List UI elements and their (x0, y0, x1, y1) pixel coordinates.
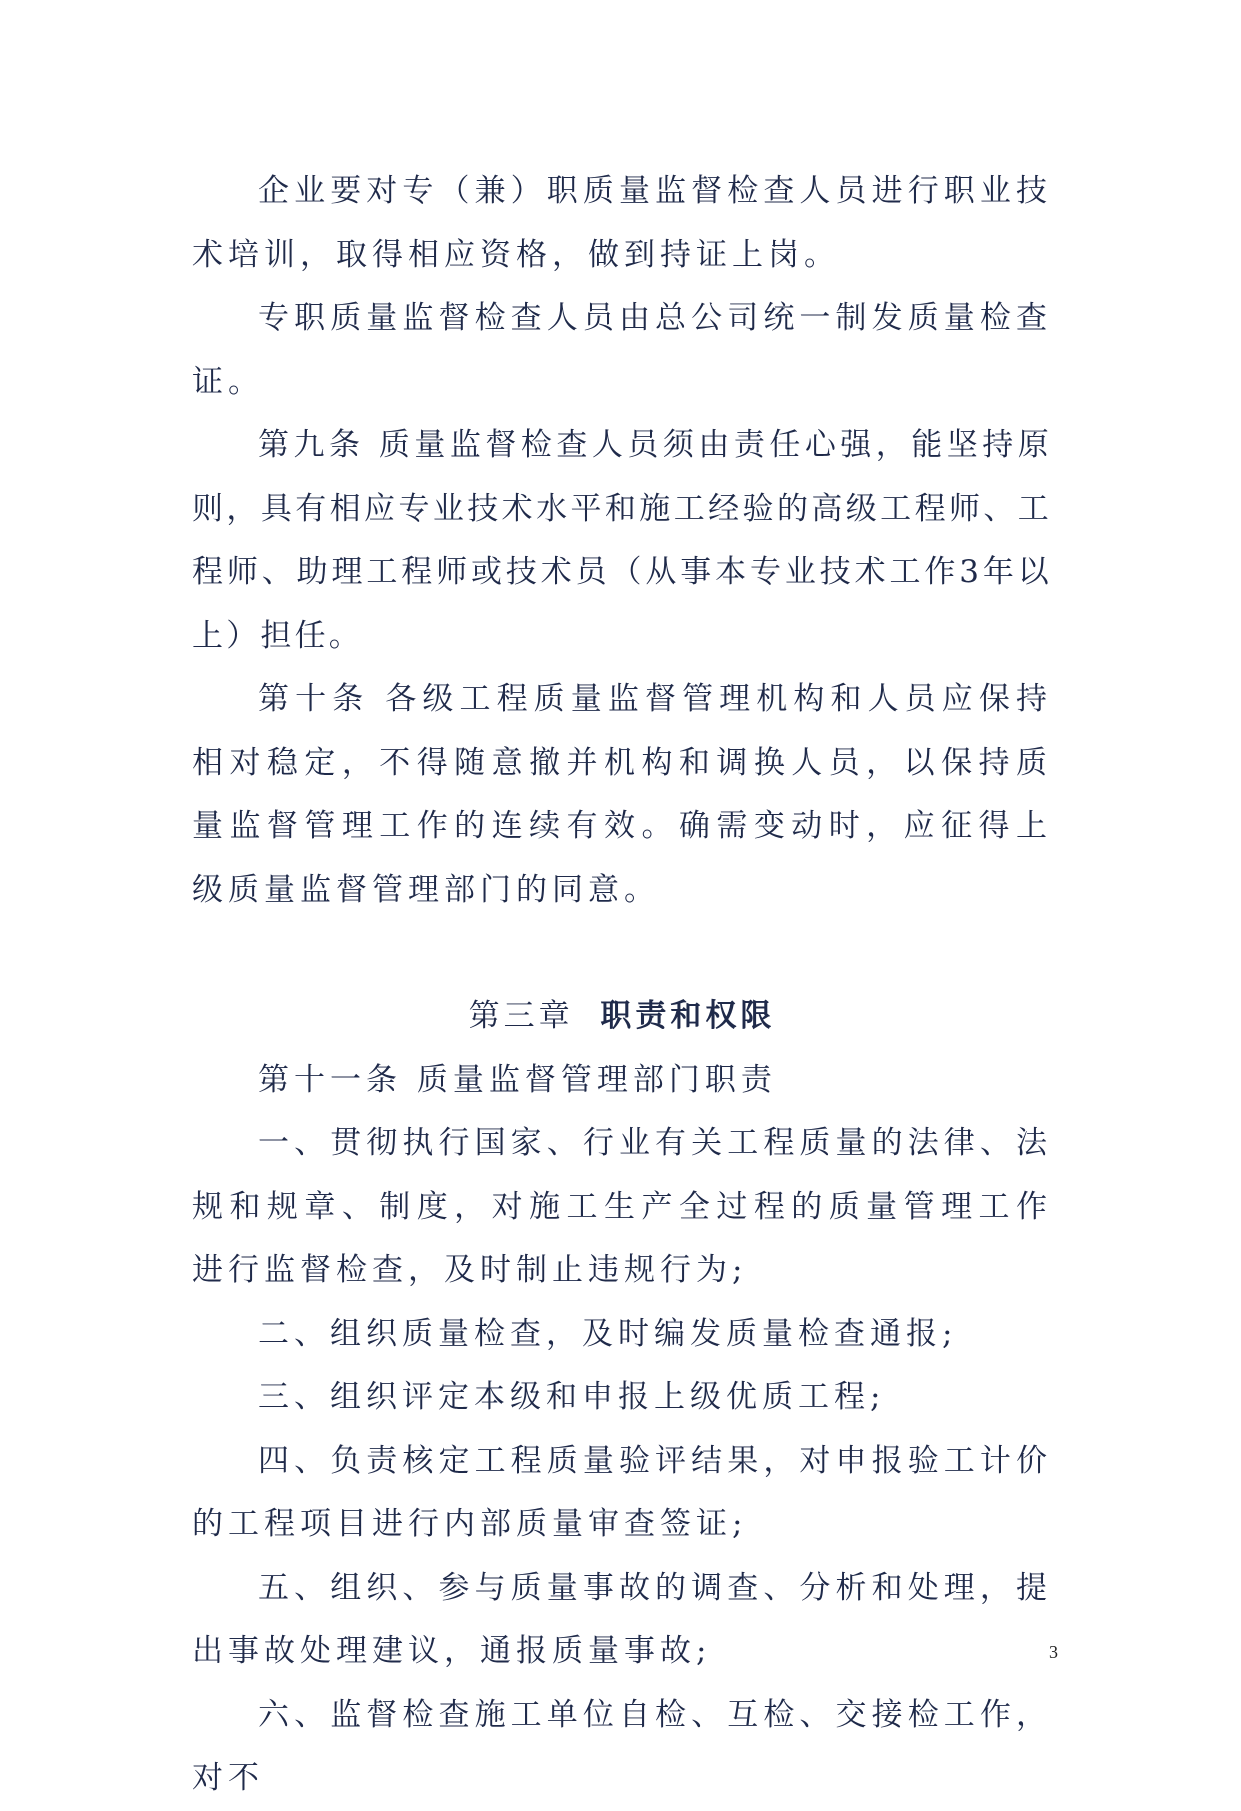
paragraph-certificate: 专职质量监督检查人员由总公司统一制发质量检查证。 (192, 300, 1052, 400)
paragraph-article-10: 第十条 各级工程质量监督管理机构和人员应保持相对稳定，不得随意撤并机构和调换人员，以保持质量监督管理工作的连续有效。确需变动时，应征得上级质量监督管理部门的同意。 (192, 681, 1052, 908)
list-item-6: 六、监督检查施工单位自检、互检、交接检工作，对不 (192, 1696, 1052, 1796)
list-item-2: 二、组织质量检查，及时编发质量检查通报; (258, 1315, 958, 1352)
paragraph-training: 企业要对专（兼）职质量监督检查人员进行职业技术培训，取得相应资格，做到持证上岗。 (192, 173, 1052, 273)
paragraph-article-9: 第九条 质量监督检查人员须由责任心强，能坚持原则，具有相应专业技术水平和施工经验的高级工程师、工程师、助理工程师或技术员（从事本专业技术工作3年以上）担任。 (192, 427, 1052, 654)
document-body (192, 160, 1052, 1811)
list-item-5: 五、组织、参与质量事故的调查、分析和处理，提出事故处理建议，通报质量事故; (192, 1569, 1052, 1669)
paragraph-article-11: 第十一条 质量监督管理部门职责 (258, 1061, 777, 1098)
list-item-4: 四、负责核定工程质量验评结果，对申报验工计价的工程项目进行内部质量审查签证; (192, 1442, 1052, 1542)
chapter-heading (192, 985, 1052, 1049)
list-item-3: 三、组织评定本级和申报上级优质工程; (258, 1379, 886, 1415)
chapter-number: 第三章 (468, 998, 574, 1034)
page-number: 3 (1049, 1642, 1058, 1662)
chapter-title: 职责和权限 (600, 998, 776, 1034)
list-item-1: 一、贯彻执行国家、行业有关工程质量的法律、法规和规章、制度，对施工生产全过程的质量管理工作进行监督检查，及时制止违规行为; (192, 1125, 1052, 1288)
